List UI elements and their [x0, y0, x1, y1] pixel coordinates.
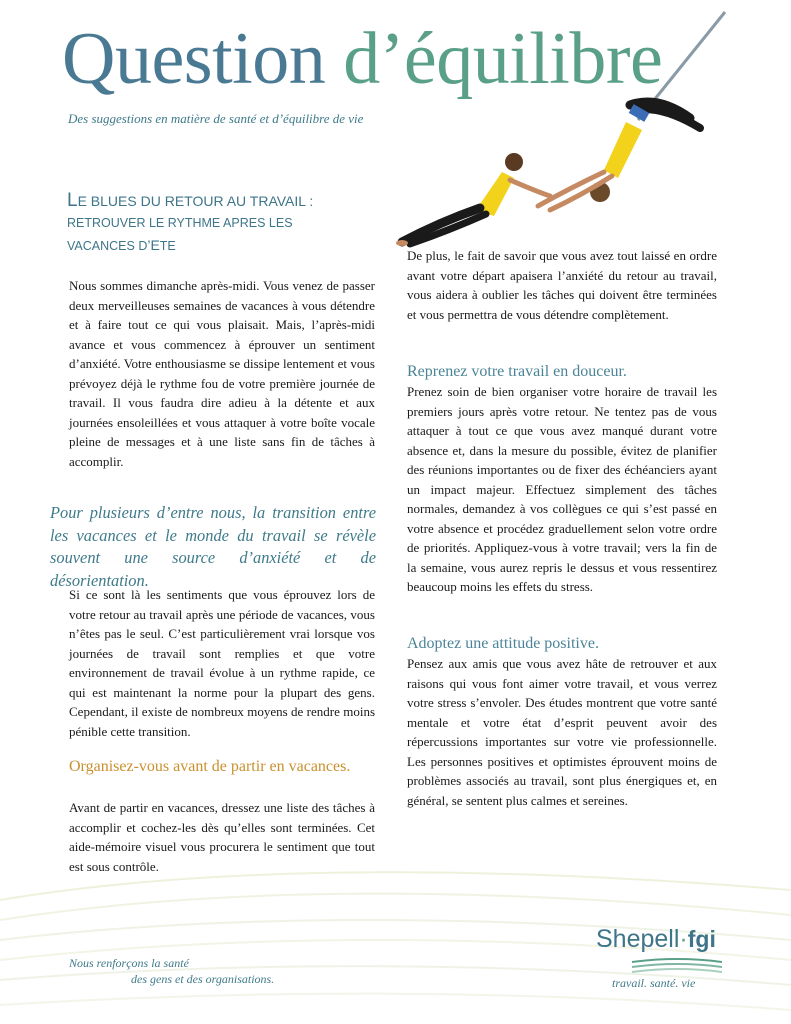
adoptez-heading: Adoptez une attitude positive. — [407, 635, 599, 652]
subheading-line2-pre: VACANCES D — [67, 239, 148, 253]
trapeze-artists-image — [390, 10, 735, 255]
footer-tagline-line1: Nous renforçons la santé — [69, 956, 189, 970]
logo-waves-icon — [632, 956, 722, 974]
adoptez-paragraph: Pensez aux amis que vous avez hâte de retrouver et aux raisons qui vous font aimer votre travail, et vous verrez votre stress s’envoler. Des études montrent que votre santé mentale et votre état d’esprit peuvent avoir des répercussions importantes sur votre vie professionnelle. Les personnes positives et optimistes éprouvent moins de problèmes associés au travail, sont plus énergiques et, en général, se sentent plus calmes et sereines. — [407, 656, 717, 808]
reprenez-paragraph: Prenez soin de bien organiser votre horaire de travail les premiers jours après votre retour. Ne tentez pas de vous attaquer à tout ce que vous avez manqué durant votre absence et, dans la mesure du possible, évitez de planifier des réunions importantes ou de fixer des échéanciers ayant un impact majeur. Effectuez simplement des tâches normales, demandez à vos collègues ce qui s’est passé en votre absence et procédez graduellement selon votre ordre de priorités. Appliquez-vous à votre travail; vers la fin de la semaine, vous aurez repris le dessus et vous ressentirez beaucoup moins les effets du stress. — [407, 384, 717, 594]
subheading-line2-cap: ’E — [147, 237, 160, 253]
section-subheading-line2 — [67, 234, 387, 257]
shepell-fgi-logo — [596, 925, 736, 995]
heading-rest: E BLUES DU RETOUR AU TRAVAIL : — [77, 193, 314, 209]
section-subheading-line1: RETROUVER LE RYTHME APRES LES — [67, 216, 293, 230]
footer-tagline-line2: des gens et des organisations. — [131, 972, 275, 986]
organize-paragraph: Avant de partir en vacances, dressez une liste des tâches à accomplir et cochez-les dès qu’elles sont terminées. Cet aide-mémoire visuel vous procurera le sentiment que tout est sous contrôle. — [69, 800, 375, 874]
feelings-paragraph: Si ce sont là les sentiments que vous éprouvez lors de votre retour au travail après une période de vacances, vous n’êtes pas le seul. C’est particulièrement vrai lorsque vos journées de travail sont remplies et que votre environnement de travail évolue à un rythme rapide, ce qui est maintenant la norme pour la plupart des gens. Cependant, il existe de nombreux moyens de rendre moins pénible cette transition. — [69, 587, 375, 739]
logo-tagline: travail. santé. vie — [612, 976, 696, 990]
title-word-question: Question — [62, 18, 326, 100]
title-word-equilibre: d’équilibre — [343, 18, 663, 100]
section-heading-main — [67, 190, 387, 212]
document-subtitle: Des suggestions en matière de santé et d’équilibre de vie — [68, 111, 364, 126]
organize-heading: Organisez-vous avant de partir en vacances. — [69, 758, 351, 775]
logo-fgi: fgi — [687, 926, 716, 952]
reprenez-heading: Reprenez votre travail en douceur. — [407, 363, 627, 380]
logo-dot: · — [679, 925, 688, 953]
heading-drop-cap: L — [67, 190, 78, 211]
footer-tagline — [69, 955, 274, 987]
plus-paragraph: De plus, le fait de savoir que vous avez tout laissé en ordre avant votre départ apaisera l’anxiété du retour au travail, vous aidera à oublier les tâches qui doivent être terminées et vous permettra de vous détendre complètement. — [407, 248, 717, 322]
intro-paragraph: Nous sommes dimanche après-midi. Vous venez de passer deux merveilleuses semaines de vacances à vous détendre et à faire tout ce qui vous plaisait. Mais, l’après-midi avance et vous commencez à éprouver un sentiment d’anxiété. Votre enthousiasme se dissipe lentement et vous prévoyez déjà le rythme fou de votre première journée de travail. Il vous faudra dire adieu à la détente et aux journées ensoleillées et vous attaquer à votre boîte vocale pleine de messages et à une liste sans fin de tâches à accomplir. — [69, 278, 375, 469]
logo-name: Shepell — [596, 925, 680, 953]
section-heading — [67, 190, 387, 257]
subheading-line2-rest: TE — [159, 239, 176, 253]
logo-wordmark — [596, 925, 736, 954]
pull-quote: Pour plusieurs d’entre nous, la transition entre les vacances et le monde du travail se révèle souvent une source d’anxiété et de désorientation. — [50, 503, 376, 590]
